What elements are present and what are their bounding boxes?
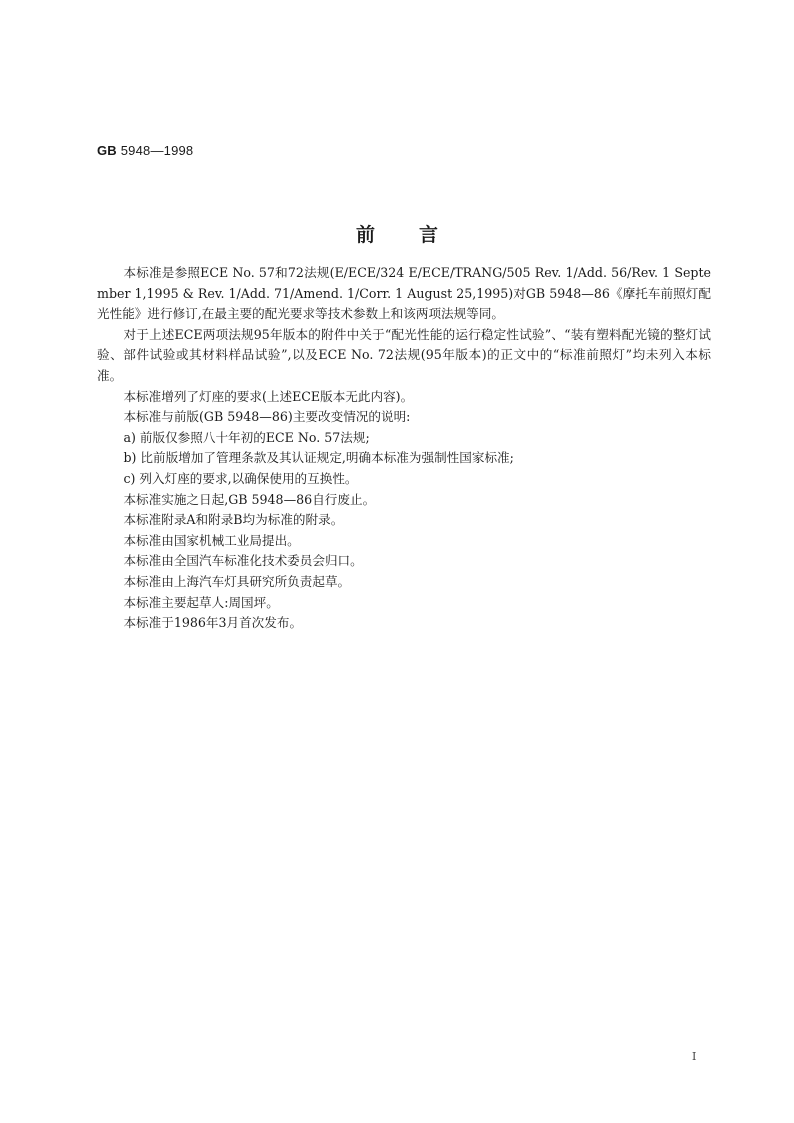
standard-code-number: 5948—1998: [120, 143, 194, 158]
line-annexes: 本标准附录A和附录B均为标准的附录。: [123, 512, 344, 528]
foreword-body: [97, 263, 711, 634]
page-number: I: [692, 1050, 697, 1063]
paragraph-reference: 本标准是参照ECE No. 57和72法规(E/ECE/324 E/ECE/TRANG/505 Rev. 1/Add. 56/Rev. 1 September 1,1995 & Rev. 1/Add. 71/Amend. 1/Corr. 1 August 25,1995)对GB 5948—86《摩托车前照灯配光性能》进行修订,在最主要的配光要求等技术参数上和该两项法规等同。: [97, 265, 711, 322]
line-proposed-by: 本标准由国家机械工业局提出。: [123, 532, 300, 548]
line-drafted-by: 本标准由上海汽车灯具研究所负责起草。: [123, 573, 351, 589]
line-changes-intro: 本标准与前版(GB 5948—86)主要改变情况的说明:: [123, 409, 411, 425]
line-change-a: a) 前版仅参照八十年初的ECE No. 57法规;: [123, 429, 370, 445]
standard-code: [97, 143, 193, 158]
paragraph-exclusions: 对于上述ECE两项法规95年版本的附件中关于“配光性能的运行稳定性试验”、“装有塑料配光镜的整灯试验、部件试验或其材料样品试验”,以及ECE No. 72法规(95年版本)的正文中的“标准前照灯”均未列入本标准。: [97, 326, 711, 383]
line-drafter: 本标准主要起草人:周国坪。: [123, 594, 279, 610]
line-lampholder: 本标准增列了灯座的要求(上述ECE版本无此内容)。: [123, 388, 414, 404]
standard-code-prefix: GB: [97, 143, 117, 158]
line-change-b: b) 比前版增加了管理条款及其认证规定,明确本标准为强制性国家标准;: [123, 450, 514, 466]
line-administered-by: 本标准由全国汽车标准化技术委员会归口。: [123, 553, 363, 569]
line-first-issued: 本标准于1986年3月首次发布。: [123, 615, 303, 631]
line-change-c: c) 列入灯座的要求,以确保使用的互换性。: [123, 470, 358, 486]
line-supersede: 本标准实施之日起,GB 5948—86自行废止。: [123, 491, 376, 507]
page-title: 前言: [355, 224, 482, 246]
